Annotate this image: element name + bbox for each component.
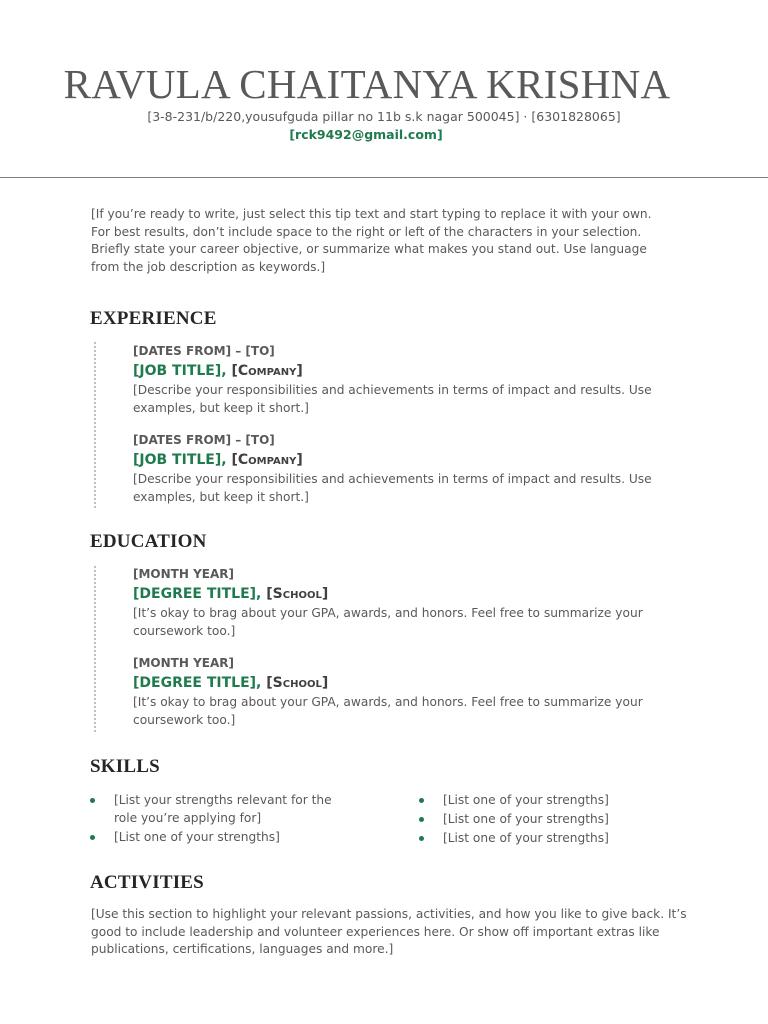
entry-dates: [DATES FROM] – [TO] bbox=[133, 344, 275, 358]
education-heading: EDUCATION bbox=[90, 531, 207, 552]
school-name: [School] bbox=[266, 586, 329, 602]
skill-text: [List your strengths relevant for the role you’re applying for] bbox=[114, 793, 332, 825]
entry-dates: [MONTH YEAR] bbox=[133, 656, 234, 670]
header-divider bbox=[0, 177, 768, 178]
education-entry bbox=[133, 566, 673, 640]
entry-description: [It’s okay to brag about your GPA, awards, and honors. Feel free to summarize your coursework too.] bbox=[133, 606, 643, 638]
experience-heading: EXPERIENCE bbox=[90, 308, 217, 329]
entry-title-line bbox=[133, 584, 673, 604]
list-item bbox=[419, 792, 669, 810]
experience-entry bbox=[133, 432, 673, 506]
activities-heading: ACTIVITIES bbox=[90, 872, 204, 893]
school-name: [School] bbox=[266, 675, 329, 691]
skills-heading: SKILLS bbox=[90, 756, 160, 777]
company-name: [Company] bbox=[231, 452, 303, 468]
job-title: [JOB TITLE], bbox=[133, 363, 232, 379]
experience-timeline bbox=[94, 342, 96, 508]
list-item bbox=[90, 792, 340, 827]
list-item bbox=[419, 811, 669, 829]
entry-dates: [MONTH YEAR] bbox=[133, 567, 234, 581]
bullet-icon bbox=[419, 817, 424, 822]
list-item bbox=[90, 829, 340, 847]
bullet-icon bbox=[90, 798, 95, 803]
education-entry bbox=[133, 655, 673, 729]
degree-title: [DEGREE TITLE], bbox=[133, 586, 267, 602]
degree-title: [DEGREE TITLE], bbox=[133, 675, 267, 691]
skill-text: [List one of your strengths] bbox=[114, 829, 280, 844]
activities-text: [Use this section to highlight your relevant passions, activities, and how you like to give back. It’s good to include leadership and volunteer experiences here. Or show off important extras like publications, certifications, languages and more.] bbox=[91, 907, 687, 956]
list-item bbox=[419, 830, 669, 848]
contact-line: [3-8-231/b/220,yousufguda pillar no 11b s.k nagar 500045] · [6301828065] bbox=[147, 109, 621, 124]
skill-text: [List one of your strengths] bbox=[443, 793, 609, 807]
email-address: [rck9492@gmail.com] bbox=[289, 127, 443, 142]
entry-dates: [DATES FROM] – [TO] bbox=[133, 433, 275, 447]
education-timeline bbox=[94, 566, 96, 732]
entry-title-line bbox=[133, 673, 673, 693]
skills-list-left bbox=[90, 792, 340, 848]
skills-list-right bbox=[419, 792, 669, 849]
company-name: [Company] bbox=[231, 363, 303, 379]
entry-title-line bbox=[133, 450, 673, 470]
applicant-name: RAVULA CHAITANYA KRISHNA bbox=[63, 61, 671, 107]
entry-description: [Describe your responsibilities and achievements in terms of impact and results. Use examples, but keep it short.] bbox=[133, 472, 652, 504]
bullet-icon bbox=[419, 836, 424, 841]
job-title: [JOB TITLE], bbox=[133, 452, 232, 468]
experience-entry bbox=[133, 343, 673, 417]
entry-description: [It’s okay to brag about your GPA, awards, and honors. Feel free to summarize your coursework too.] bbox=[133, 695, 643, 727]
entry-description: [Describe your responsibilities and achievements in terms of impact and results. Use examples, but keep it short.] bbox=[133, 383, 652, 415]
objective-text: [If you’re ready to write, just select this tip text and start typing to replace it with your own. For best results, don’t include space to the right or left of the characters in your selection. Briefly state your career objective, or summarize what makes you stand out. Use language from the job description as keywords.] bbox=[91, 207, 652, 274]
bullet-icon bbox=[90, 835, 95, 840]
skill-text: [List one of your strengths] bbox=[443, 812, 609, 826]
skill-text: [List one of your strengths] bbox=[443, 831, 609, 845]
entry-title-line bbox=[133, 361, 673, 381]
bullet-icon bbox=[419, 798, 424, 803]
